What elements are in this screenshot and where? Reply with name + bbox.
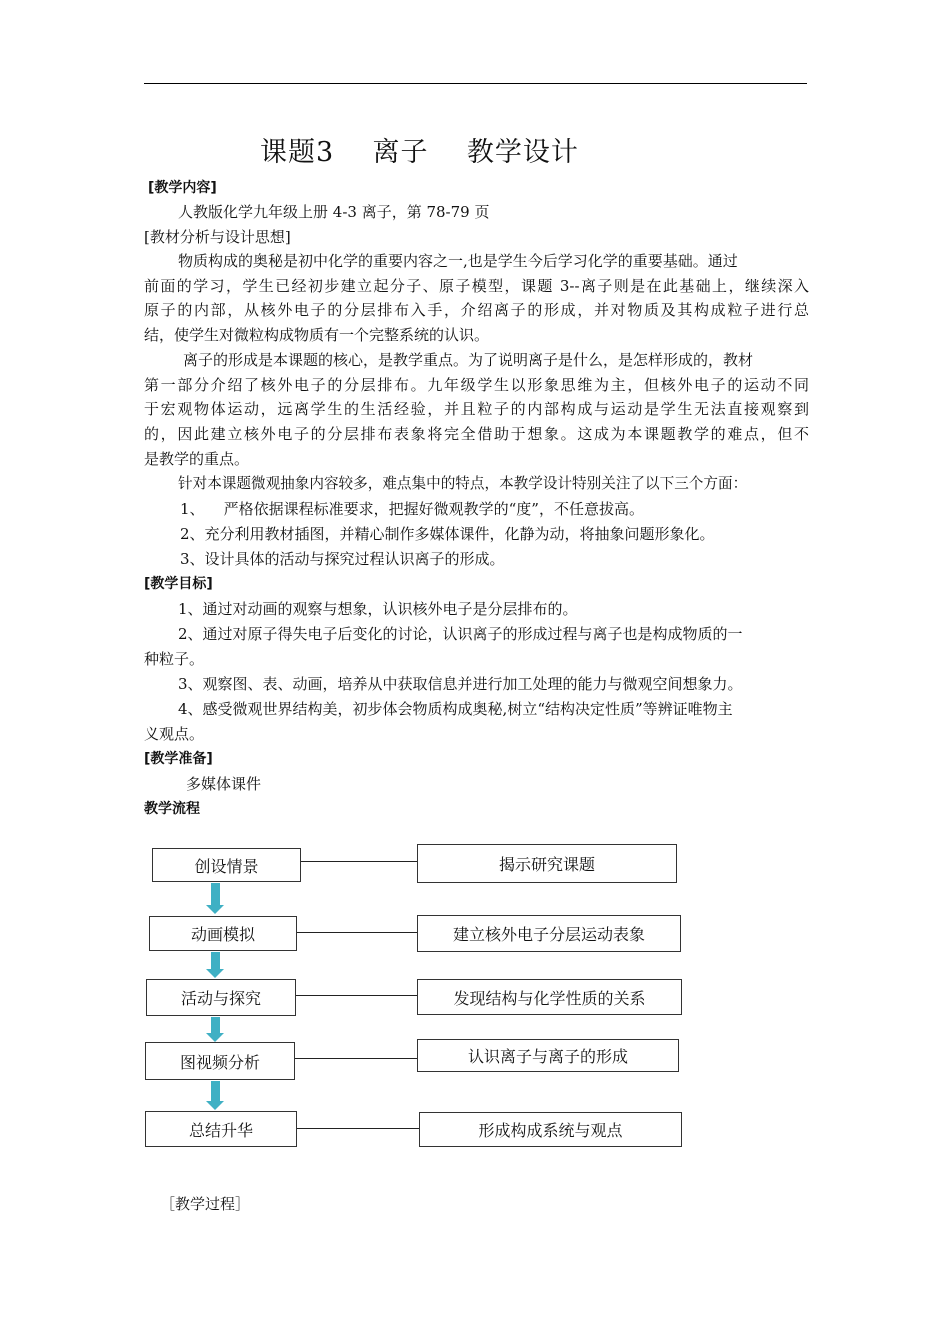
flow-down-arrow [211, 1081, 220, 1102]
goal-line: 3、观察图、表、动画，培养从中获取信息并进行加工处理的能力与微观空间想象力。 [178, 675, 743, 693]
goal-line: 1、通过对动画的观察与想象，认识核外电子是分层排布的。 [178, 600, 578, 618]
flow-step-box: 动画模拟 [149, 916, 297, 951]
analysis-p2-line: 是教学的重点。 [144, 450, 250, 468]
process-heading: ［教学过程］ [160, 1195, 251, 1213]
analysis-heading: [教材分析与设计思想] [144, 228, 291, 246]
flow-outcome-box: 形成构成系统与观点 [419, 1112, 682, 1147]
goals-heading: [教学目标] [144, 576, 213, 592]
goal-line: 义观点。 [144, 725, 205, 743]
flow-heading: 教学流程 [144, 801, 200, 817]
analysis-item: 3、设计具体的活动与探究过程认识离子的形成。 [180, 550, 505, 568]
content-heading: [教学内容] [148, 180, 217, 196]
analysis-item: 2、充分利用教材插图，并精心制作多媒体课件，化静为动，将抽象问题形象化。 [180, 525, 715, 543]
flow-step-box: 总结升华 [145, 1111, 297, 1147]
flow-step-box: 图视频分析 [145, 1042, 295, 1080]
goal-line: 4、感受微观世界结构美，初步体会物质构成奥秘,树立“结构决定性质”等辨证唯物主 [178, 700, 733, 718]
flow-down-arrow [211, 952, 220, 970]
flow-step-box: 创设情景 [152, 848, 301, 882]
analysis-p2-line: 第一部分介绍了核外电子的分层排布。九年级学生以形象思维为主，但核外电子的运动不同 [144, 376, 809, 394]
analysis-p2-line: 的，因此建立核外电子的分层排布表象将完全借助于想象。这成为本课题教学的难点，但不 [144, 425, 809, 443]
analysis-p2-line: 于宏观物体运动，远离学生的生活经验，并且粒子的内部构成与运动是学生无法直接观察到 [144, 400, 809, 418]
flow-outcome-box: 发现结构与化学性质的关系 [417, 979, 682, 1015]
flow-outcome-box: 揭示研究课题 [417, 844, 677, 883]
analysis-item: 1、 严格依据课程标准要求，把握好微观教学的“度”，不任意拔高。 [180, 500, 644, 518]
analysis-p1-line: 原子的内部，从核外电子的分层排布入手，介绍离子的形成，并对物质及其构成粒子进行总 [144, 301, 809, 319]
flow-outcome-box: 建立核外电子分层运动表象 [417, 915, 681, 952]
analysis-p1-line: 前面的学习，学生已经初步建立起分子、原子模型，课题 3--离子则是在此基础上，继续深入 [144, 277, 809, 295]
flow-connector [296, 995, 417, 996]
flow-outcome-box: 认识离子与离子的形成 [417, 1039, 679, 1072]
analysis-p1-line: 结，使学生对微粒构成物质有一个完整系统的认识。 [144, 326, 490, 344]
flow-connector [297, 1128, 419, 1129]
goal-line: 种粒子。 [144, 650, 205, 668]
page-title: 课题3 离子 教学设计 [260, 137, 579, 168]
prep-heading: [教学准备] [144, 751, 213, 767]
flow-down-arrow [211, 883, 220, 906]
content-text: 人教版化学九年级上册 4-3 离子，第 78-79 页 [178, 203, 490, 221]
flow-step-box: 活动与探究 [146, 979, 296, 1016]
flow-connector [295, 1058, 417, 1059]
flow-connector [297, 932, 417, 933]
goal-line: 2、通过对原子得失电子后变化的讨论，认识离子的形成过程与离子也是构成物质的一 [178, 625, 743, 643]
analysis-p2-line: 离子的形成是本课题的核心，是教学重点。为了说明离子是什么，是怎样形成的，教材 [183, 351, 754, 369]
flow-down-arrow [211, 1017, 220, 1034]
prep-text: 多媒体课件 [186, 775, 262, 793]
analysis-p1-line: 物质构成的奥秘是初中化学的重要内容之一,也是学生今后学习化学的重要基础。通过 [178, 252, 738, 270]
flow-connector [301, 861, 417, 862]
header-rule [144, 83, 807, 84]
analysis-p3: 针对本课题微观抽象内容较多，难点集中的特点，本教学设计特别关注了以下三个方面： [178, 475, 748, 492]
